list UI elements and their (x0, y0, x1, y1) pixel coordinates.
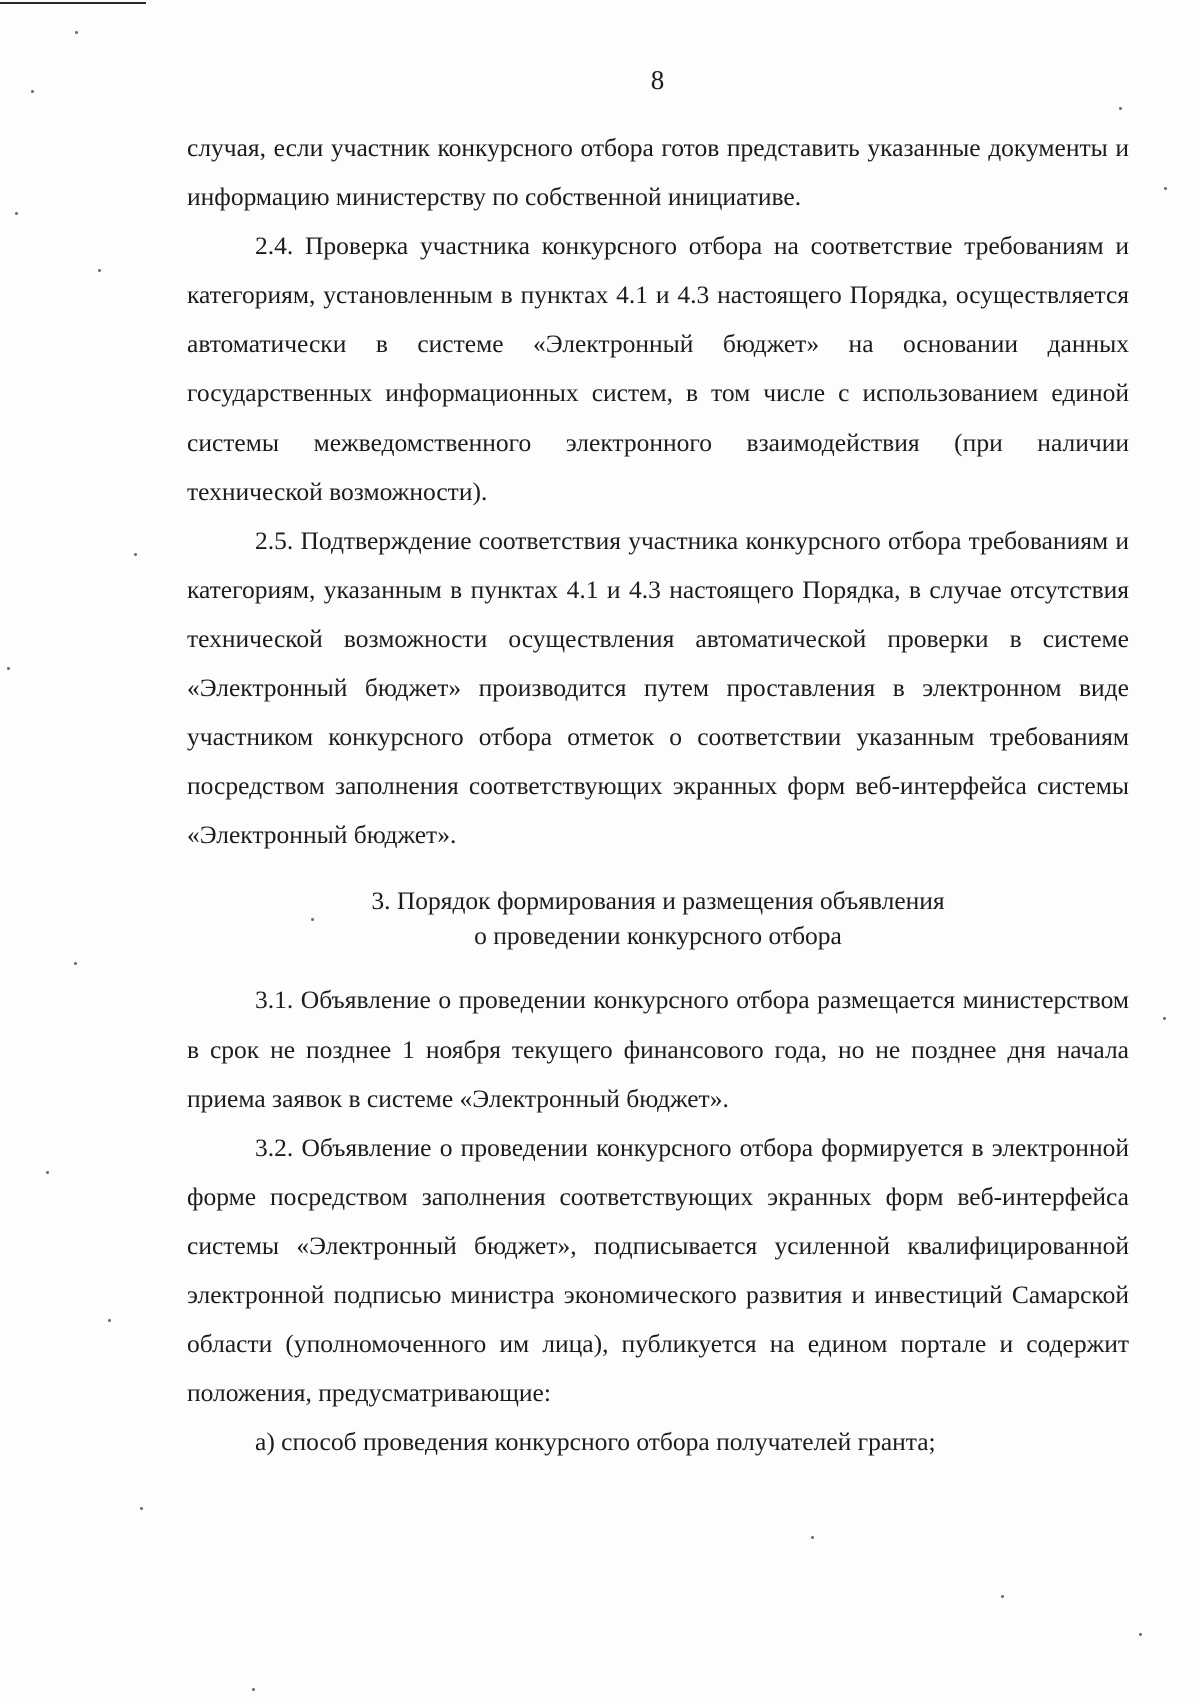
scan-speck (811, 1536, 814, 1539)
section-3-heading (187, 883, 1129, 953)
section-3-heading-line-2: о проведении конкурсного отбора (474, 921, 842, 951)
list-item-a: а) способ проведения конкурсного отбора получателей гранта; (255, 1427, 936, 1457)
paragraph-3-1: 3.1. Объявление о проведении конкурсного отбора размещается министерством в срок не позднее 1 ноября текущего финансового года, но не позднее дня начала приема заявок в системе «Электронный бюджет». (187, 985, 1129, 1113)
paragraph-2-5: 2.5. Подтверждение соответствия участника конкурсного отбора требованиям и категориям, указанным в пунктах 4.1 и 4.3 настоящего Порядка, в случае отсутствия технической возможности осуществления автоматической проверки в системе «Электронный бюджет» производится путем проставления в электронном виде участником конкурсного отбора отметок о соответствии указанным требованиям посредством заполнения соответствующих экранных форм веб-интерфейса системы «Электронный бюджет». (187, 525, 1129, 850)
paragraph-3-2: 3.2. Объявление о проведении конкурсного отбора формируется в электронной форме посредством заполнения соответствующих экранных форм веб-интерфейса системы «Электронный бюджет», подписывается усиленной квалифицированной электронной подписью министра экономического развития и инвестиций Самарской области (уполномоченного им лица), публикуется на едином портале и содержит положения, предусматривающие: (187, 1132, 1129, 1408)
scan-speck (1001, 1595, 1004, 1598)
paragraph-2-4: 2.4. Проверка участника конкурсного отбора на соответствие требованиям и категориям, установленным в пунктах 4.1 и 4.3 настоящего Порядка, осуществляется автоматически в системе «Электронный бюджет» на основании данных государственных информационных систем, в том числе с использованием единой системы межведомственного электронного взаимодействия (при наличии технической возможности). (187, 231, 1129, 506)
scan-speck (7, 667, 10, 670)
document-body (187, 123, 1129, 1466)
scan-speck (31, 90, 34, 93)
scan-speck (134, 553, 137, 556)
section-3-heading-line-1: 3. Порядок формирования и размещения объявления (371, 886, 945, 916)
scan-speck (1119, 107, 1122, 110)
scan-speck (98, 269, 101, 272)
scan-speck (311, 918, 314, 921)
scan-speck (1164, 187, 1167, 190)
page-number: 8 (650, 65, 665, 95)
scan-speck (75, 31, 78, 34)
scan-speck (1139, 1633, 1142, 1636)
scan-speck (108, 1319, 111, 1322)
paragraph-continuation: случая, если участник конкурсного отбора готов представить указанные документы и информацию министерству по собственной инициативе. (187, 133, 1129, 212)
scan-speck (252, 1688, 255, 1691)
scan-edge-line (0, 2, 146, 4)
scan-speck (74, 962, 77, 965)
scan-speck (15, 212, 18, 215)
scan-speck (140, 1507, 143, 1510)
scan-speck (46, 1171, 49, 1174)
scan-speck (1163, 1017, 1166, 1020)
